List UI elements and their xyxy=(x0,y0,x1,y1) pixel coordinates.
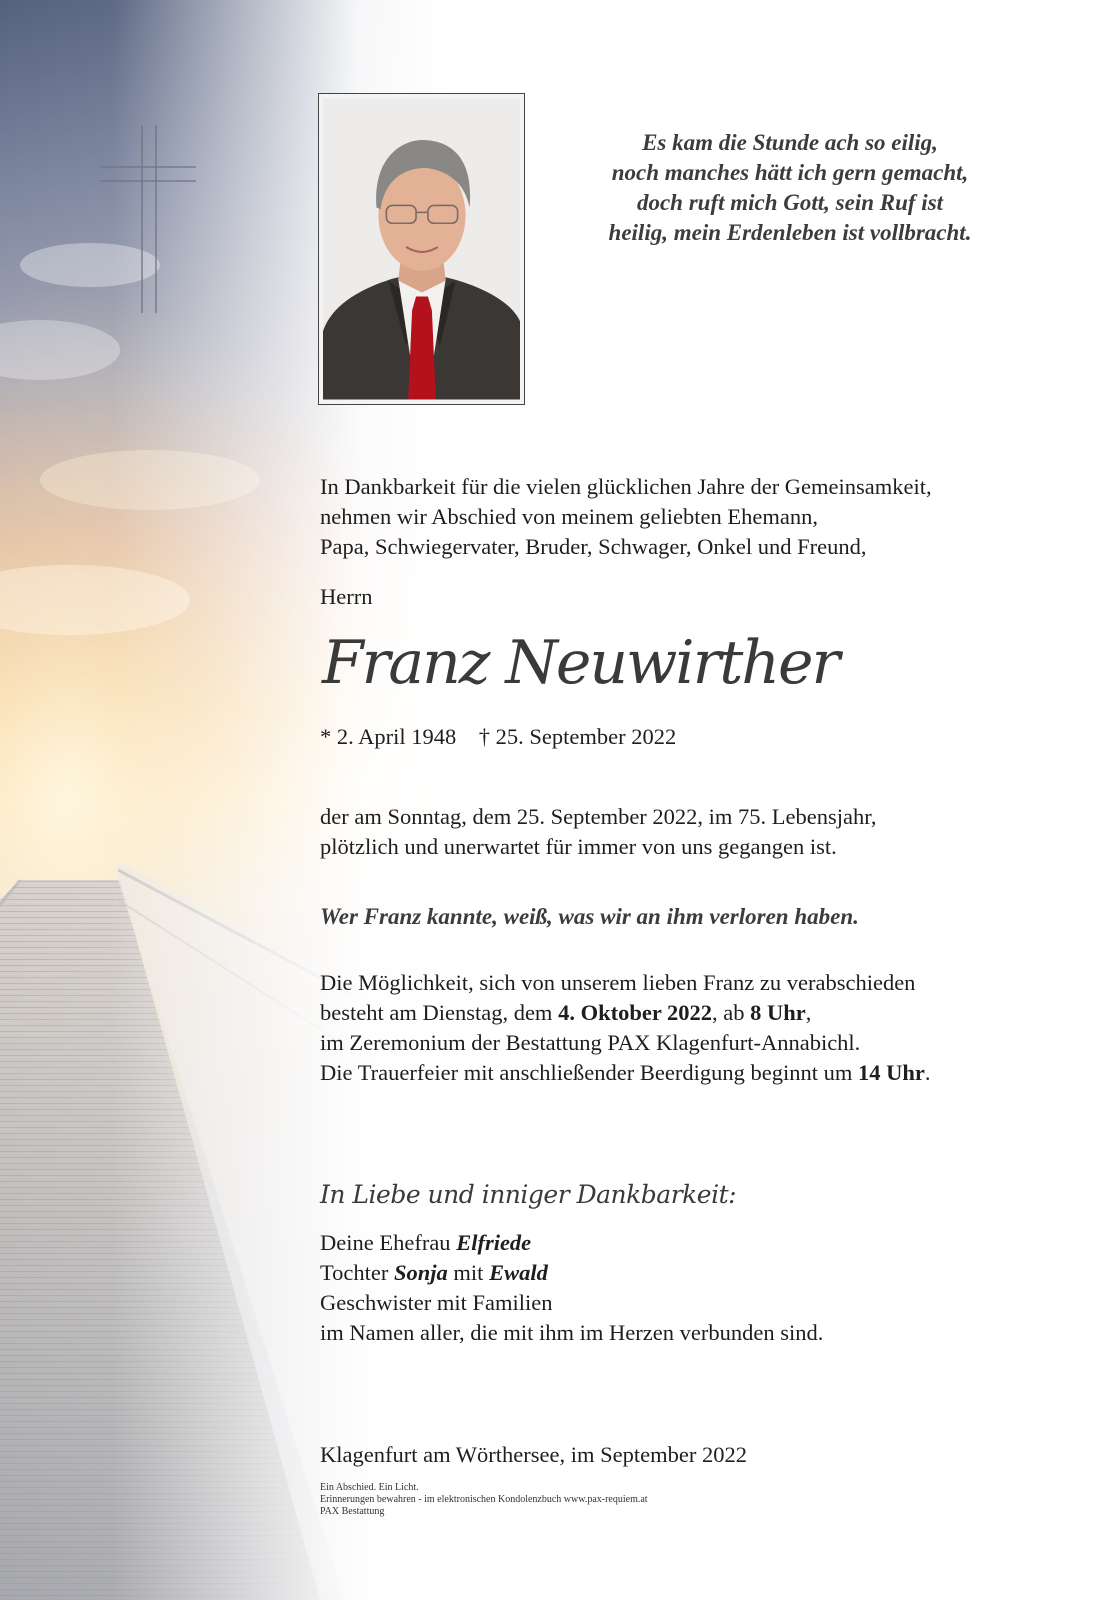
mourner-line: Tochter Sonja mit Ewald xyxy=(320,1260,548,1285)
service-line: im Zeremonium der Bestattung PAX Klagenfurt-Annabichl. xyxy=(320,1030,861,1055)
farewell-date: 4. Oktober 2022 xyxy=(558,1000,713,1025)
intro-line: Papa, Schwiegervater, Bruder, Schwager, Onkel und Freund, xyxy=(320,534,867,559)
wife-name: Elfriede xyxy=(456,1230,532,1255)
death-notice-line: der am Sonntag, dem 25. September 2022, im 75. Lebensjahr, xyxy=(320,804,877,829)
footer-note xyxy=(320,1482,648,1518)
motto: Wer Franz kannte, weiß, was wir an ihm verloren haben. xyxy=(320,904,859,929)
deceased-name: Franz Neuwirther xyxy=(322,628,839,698)
footer-line: PAX Bestattung xyxy=(320,1506,385,1517)
daughter-name: Sonja xyxy=(394,1260,448,1285)
portrait-photo-frame xyxy=(318,93,525,405)
place-and-date: Klagenfurt am Wörthersee, im September 2022 xyxy=(320,1442,747,1467)
verse-line: Es kam die Stunde ach so eilig, xyxy=(642,130,938,155)
farewell-time: 8 Uhr xyxy=(750,1000,806,1025)
mourners-list xyxy=(320,1228,823,1348)
intro-line: In Dankbarkeit für die vielen glücklichen Jahre der Gemeinsamkeit, xyxy=(320,474,932,499)
mourner-line: Geschwister mit Familien xyxy=(320,1290,553,1315)
footer-line: Ein Abschied. Ein Licht. xyxy=(320,1482,419,1493)
mourner-line: im Namen aller, die mit ihm im Herzen verbunden sind. xyxy=(320,1320,824,1345)
latin-cross-icon xyxy=(100,125,198,315)
birth-date: * 2. April 1948 xyxy=(320,724,457,749)
funeral-time: 14 Uhr xyxy=(857,1060,925,1085)
verse-line: doch ruft mich Gott, sein Ruf ist xyxy=(636,190,944,215)
death-notice xyxy=(320,802,876,862)
intro-line: nehmen wir Abschied von meinem geliebten Ehemann, xyxy=(320,504,818,529)
service-details xyxy=(320,968,930,1088)
life-dates xyxy=(320,722,676,752)
intro-paragraph xyxy=(320,472,932,562)
mourner-line: Deine Ehefrau Elfriede xyxy=(320,1230,532,1255)
portrait-photo xyxy=(323,98,520,400)
death-date: † 25. September 2022 xyxy=(478,724,677,749)
partner-name: Ewald xyxy=(489,1260,548,1285)
death-notice-line: plötzlich und unerwartet für immer von uns gegangen ist. xyxy=(320,834,837,859)
service-line: Die Trauerfeier mit anschließender Beerdigung beginnt um 14 Uhr. xyxy=(320,1060,931,1085)
salutation: Herrn xyxy=(320,584,373,609)
verse-poem xyxy=(560,128,1020,248)
service-line: besteht am Dienstag, dem 4. Oktober 2022, ab 8 Uhr, xyxy=(320,1000,812,1025)
verse-line: heilig, mein Erdenleben ist vollbracht. xyxy=(608,220,972,245)
service-line: Die Möglichkeit, sich von unserem lieben Franz zu verabschieden xyxy=(320,970,916,995)
footer-line: Erinnerungen bewahren - im elektronischen Kondolenzbuch www.pax-requiem.at xyxy=(320,1494,648,1505)
thanks-heading: In Liebe und inniger Dankbarkeit: xyxy=(320,1180,737,1209)
verse-line: noch manches hätt ich gern gemacht, xyxy=(611,160,969,185)
